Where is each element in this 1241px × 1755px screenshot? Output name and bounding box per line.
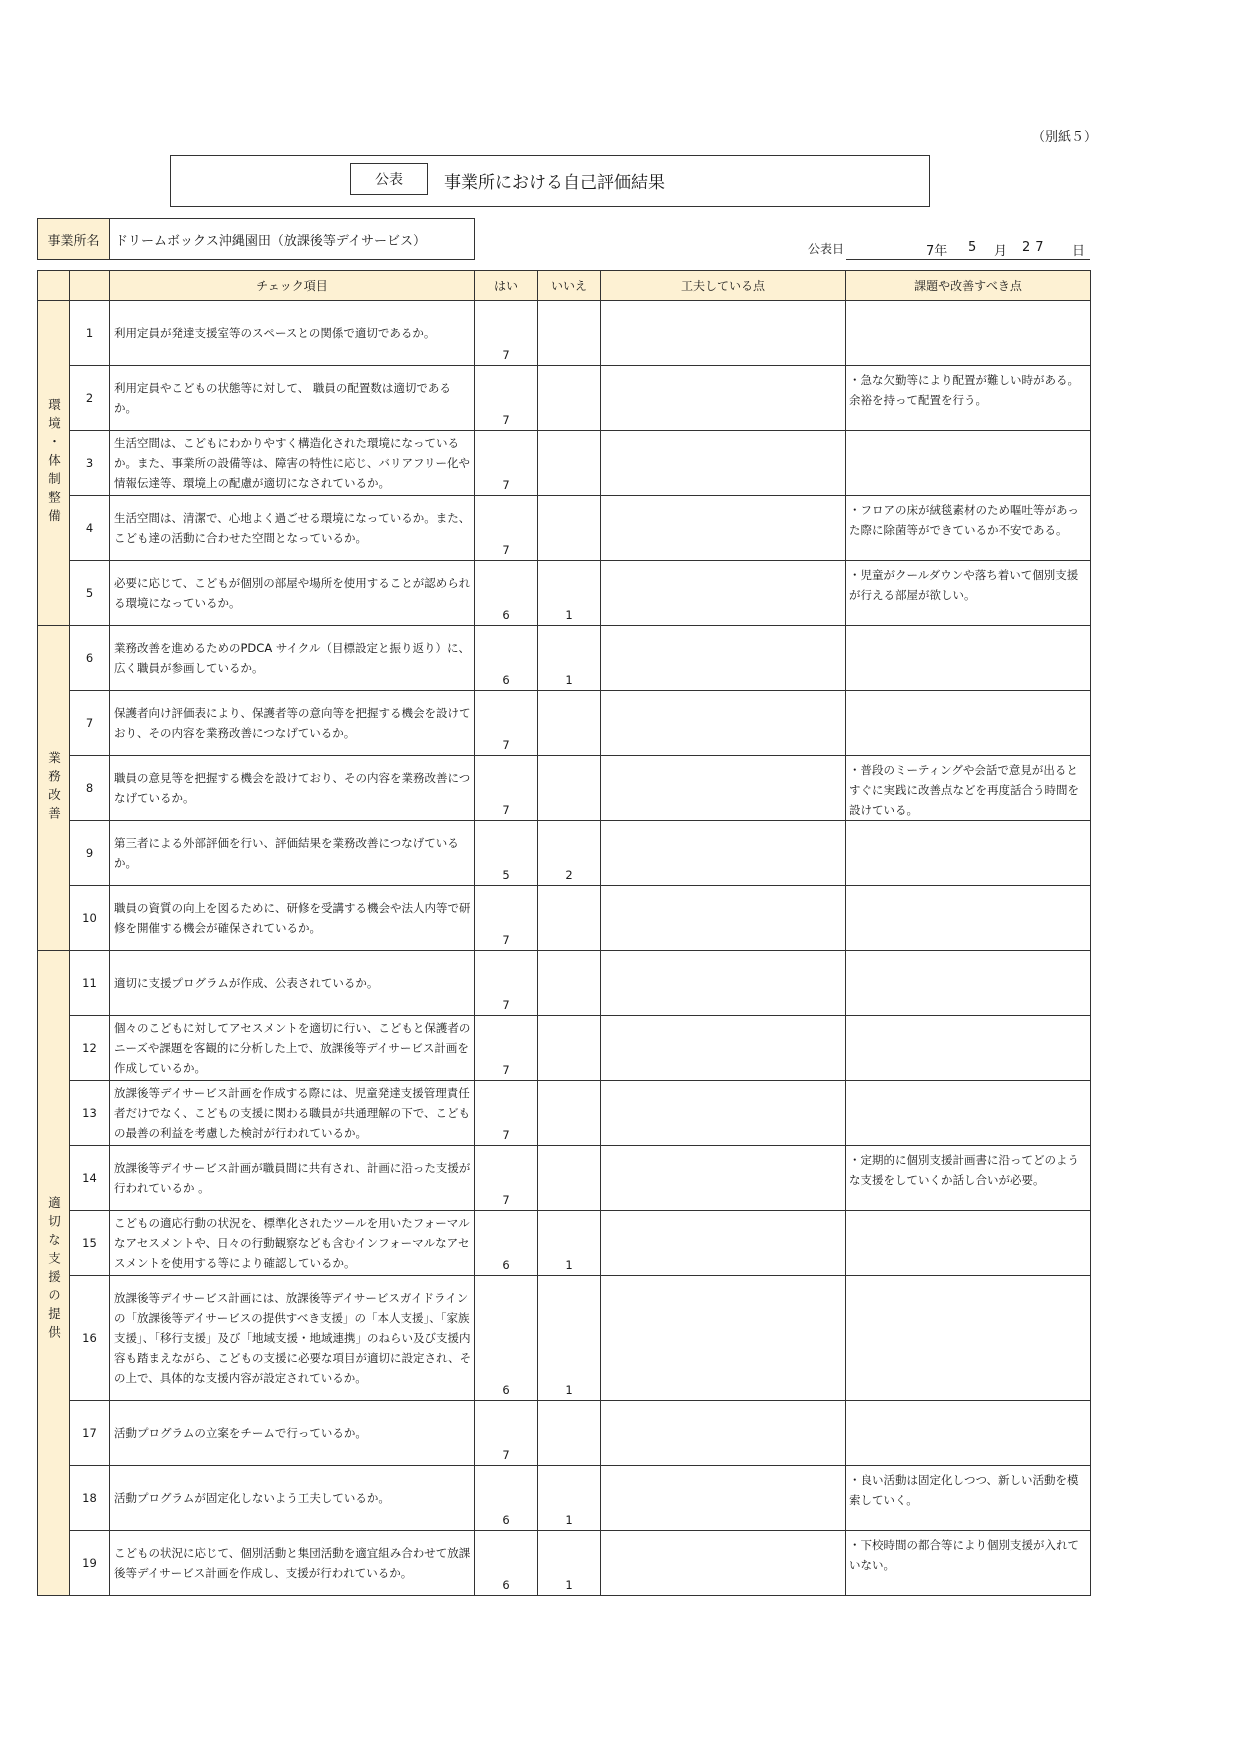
effort-note	[601, 301, 846, 366]
table-row	[38, 496, 1091, 561]
header-yes: はい	[475, 271, 538, 301]
check-item-text: 放課後等デイサービス計画が職員間に共有され、計画に沿った支援が行われているか 。	[110, 1146, 475, 1211]
publish-date-month: 5	[968, 240, 977, 255]
publish-date-year: 7年	[926, 244, 948, 259]
no-count	[538, 431, 601, 496]
row-number: 12	[70, 1016, 110, 1081]
yes-count: 6	[475, 626, 538, 691]
check-item-text: 活動プログラムが固定化しないよう工夫しているか。	[110, 1466, 475, 1531]
issue-note: ・普段のミーティングや会話で意見が出るとすぐに実践に改善点などを再度話合う時間を設けている。	[846, 756, 1091, 821]
no-count: 1	[538, 1276, 601, 1401]
table-row	[38, 1276, 1091, 1401]
check-item-text: 活動プログラムの立案をチームで行っているか。	[110, 1401, 475, 1466]
check-item-text: 放課後等デイサービス計画には、放課後等デイサービスガイドラインの「放課後等デイサービスの提供すべき支援」の「本人支援」、「家族支援」、「移行支援」及び「地域支援・地域連携」のねらい及び支援内容も踏まえながら、こどもの支援に必要な項目が適切に設定され、その上で、具体的な支援内容が設定されているか。	[110, 1276, 475, 1401]
table-row	[38, 1531, 1091, 1596]
header-issue: 課題や改善すべき点	[846, 271, 1091, 301]
effort-note	[601, 1276, 846, 1401]
header-no: いいえ	[538, 271, 601, 301]
row-number: 1	[70, 301, 110, 366]
effort-note	[601, 1401, 846, 1466]
check-item-text: 職員の資質の向上を図るために、研修を受講する機会や法人内等で研修を開催する機会が確保されているか。	[110, 886, 475, 951]
issue-note: ・下校時間の都合等により個別支援が入れていない。	[846, 1531, 1091, 1596]
issue-note	[846, 1081, 1091, 1146]
table-row	[38, 1146, 1091, 1211]
table-row	[38, 626, 1091, 691]
yes-count: 6	[475, 1276, 538, 1401]
check-item-text: 職員の意見等を把握する機会を設けており、その内容を業務改善につなげているか。	[110, 756, 475, 821]
yes-count: 7	[475, 301, 538, 366]
no-count	[538, 1081, 601, 1146]
issue-note: ・フロアの床が絨毯素材のため嘔吐等があった際に除菌等ができているか不安である。	[846, 496, 1091, 561]
table-row	[38, 691, 1091, 756]
yes-count: 7	[475, 1146, 538, 1211]
row-number: 8	[70, 756, 110, 821]
table-row	[38, 1211, 1091, 1276]
effort-note	[601, 366, 846, 431]
attachment-note: （別紙５）	[1032, 130, 1098, 145]
issue-note	[846, 1016, 1091, 1081]
yes-count: 7	[475, 886, 538, 951]
effort-note	[601, 561, 846, 626]
check-item-text: 生活空間は、清潔で、心地よく過ごせる環境になっているか。また、こども達の活動に合わせた空間となっているか。	[110, 496, 475, 561]
effort-note	[601, 1016, 846, 1081]
issue-note	[846, 626, 1091, 691]
header-effort: 工夫している点	[601, 271, 846, 301]
effort-note	[601, 756, 846, 821]
yes-count: 6	[475, 1466, 538, 1531]
category-label: 適切な支援の提供	[46, 1196, 62, 1344]
table-row	[38, 951, 1091, 1016]
yes-count: 6	[475, 561, 538, 626]
issue-note	[846, 821, 1091, 886]
issue-note: ・定期的に個別支援計画書に沿ってどのような支援をしていくか話し合いが必要。	[846, 1146, 1091, 1211]
check-item-text: こどもの状況に応じて、個別活動と集団活動を適宜組み合わせて放課後等デイサービス計画を作成し、支援が行われているか。	[110, 1531, 475, 1596]
no-count: 1	[538, 626, 601, 691]
table-row	[38, 1081, 1091, 1146]
row-number: 5	[70, 561, 110, 626]
table-row	[38, 431, 1091, 496]
office-label: 事業所名	[37, 218, 110, 260]
effort-note	[601, 691, 846, 756]
yes-count: 5	[475, 821, 538, 886]
office-name: ドリームボックス沖縄園田（放課後等デイサービス）	[109, 218, 475, 260]
publish-date-day: 27	[1022, 240, 1049, 255]
table-row	[38, 1401, 1091, 1466]
issue-note	[846, 1211, 1091, 1276]
row-number: 6	[70, 626, 110, 691]
category-label: 業務改善	[46, 751, 62, 825]
yes-count: 7	[475, 496, 538, 561]
table-row	[38, 366, 1091, 431]
effort-note	[601, 431, 846, 496]
table-row	[38, 561, 1091, 626]
row-number: 7	[70, 691, 110, 756]
issue-note	[846, 431, 1091, 496]
category-cell	[38, 301, 70, 626]
table-row	[38, 1466, 1091, 1531]
effort-note	[601, 496, 846, 561]
issue-note	[846, 886, 1091, 951]
issue-note: ・良い活動は固定化しつつ、新しい活動を模索していく。	[846, 1466, 1091, 1531]
table-row	[38, 821, 1091, 886]
issue-note: ・急な欠勤等により配置が難しい時がある。余裕を持って配置を行う。	[846, 366, 1091, 431]
check-item-text: 保護者向け評価表により、保護者等の意向等を把握する機会を設けており、その内容を業務改善につなげているか。	[110, 691, 475, 756]
issue-note	[846, 1276, 1091, 1401]
yes-count: 7	[475, 691, 538, 756]
no-count	[538, 496, 601, 561]
issue-note	[846, 1401, 1091, 1466]
row-number: 2	[70, 366, 110, 431]
effort-note	[601, 1531, 846, 1596]
yes-count: 7	[475, 756, 538, 821]
check-item-text: 利用定員やこどもの状態等に対して、 職員の配置数は適切であるか。	[110, 366, 475, 431]
publish-tag: 公表	[350, 163, 428, 195]
no-count	[538, 301, 601, 366]
row-number: 11	[70, 951, 110, 1016]
no-count	[538, 1146, 601, 1211]
effort-note	[601, 1081, 846, 1146]
check-item-text: 適切に支援プログラムが作成、公表されているか。	[110, 951, 475, 1016]
publish-date-label: 公表日	[808, 242, 845, 256]
effort-note	[601, 1466, 846, 1531]
header-category	[38, 271, 70, 301]
page-title: 事業所における自己評価結果	[444, 173, 665, 193]
category-label: 環境・体制整備	[46, 398, 62, 528]
header-number	[70, 271, 110, 301]
effort-note	[601, 951, 846, 1016]
publish-date	[846, 240, 1090, 260]
issue-note	[846, 951, 1091, 1016]
table-row	[38, 886, 1091, 951]
row-number: 14	[70, 1146, 110, 1211]
header-check-item: チェック項目	[110, 271, 475, 301]
effort-note	[601, 886, 846, 951]
yes-count: 7	[475, 366, 538, 431]
no-count	[538, 691, 601, 756]
evaluation-table	[37, 270, 1091, 1596]
issue-note	[846, 691, 1091, 756]
table-row	[38, 1016, 1091, 1081]
check-item-text: 利用定員が発達支援室等のスペースとの関係で適切であるか。	[110, 301, 475, 366]
row-number: 9	[70, 821, 110, 886]
category-cell	[38, 626, 70, 951]
yes-count: 6	[475, 1531, 538, 1596]
check-item-text: 業務改善を進めるためのPDCA サイクル（目標設定と振り返り）に、広く職員が参画しているか。	[110, 626, 475, 691]
table-row	[38, 301, 1091, 366]
row-number: 13	[70, 1081, 110, 1146]
check-item-text: 生活空間は、こどもにわかりやすく構造化された環境になっているか。また、事業所の設備等は、障害の特性に応じ、バリアフリー化や情報伝達等、環境上の配慮が適切になされているか。	[110, 431, 475, 496]
row-number: 15	[70, 1211, 110, 1276]
table-header-row	[38, 271, 1091, 301]
yes-count: 7	[475, 431, 538, 496]
no-count	[538, 756, 601, 821]
effort-note	[601, 1211, 846, 1276]
no-count: 1	[538, 1531, 601, 1596]
row-number: 16	[70, 1276, 110, 1401]
no-count: 1	[538, 1466, 601, 1531]
no-count	[538, 886, 601, 951]
row-number: 3	[70, 431, 110, 496]
row-number: 17	[70, 1401, 110, 1466]
yes-count: 7	[475, 951, 538, 1016]
no-count	[538, 1401, 601, 1466]
effort-note	[601, 626, 846, 691]
check-item-text: 個々のこどもに対してアセスメントを適切に行い、こどもと保護者のニーズや課題を客観的に分析した上で、放課後等デイサービス計画を作成しているか。	[110, 1016, 475, 1081]
no-count	[538, 951, 601, 1016]
check-item-text: 放課後等デイサービス計画を作成する際には、児童発達支援管理責任者だけでなく、こどもの支援に関わる職員が共通理解の下で、こどもの最善の利益を考慮した検討が行われているか。	[110, 1081, 475, 1146]
effort-note	[601, 1146, 846, 1211]
yes-count: 7	[475, 1401, 538, 1466]
row-number: 18	[70, 1466, 110, 1531]
check-item-text: 必要に応じて、こどもが個別の部屋や場所を使用することが認められる環境になっているか。	[110, 561, 475, 626]
effort-note	[601, 821, 846, 886]
issue-note: ・児童がクールダウンや落ち着いて個別支援が行える部屋が欲しい。	[846, 561, 1091, 626]
no-count: 1	[538, 561, 601, 626]
yes-count: 7	[475, 1016, 538, 1081]
issue-note	[846, 301, 1091, 366]
check-item-text: こどもの適応行動の状況を、標準化されたツールを用いたフォーマルなアセスメントや、日々の行動観察なども含むインフォーマルなアセスメントを使用する等により確認しているか。	[110, 1211, 475, 1276]
category-cell	[38, 951, 70, 1596]
yes-count: 6	[475, 1211, 538, 1276]
check-item-text: 第三者による外部評価を行い、評価結果を業務改善につなげているか。	[110, 821, 475, 886]
yes-count: 7	[475, 1081, 538, 1146]
table-row	[38, 756, 1091, 821]
no-count	[538, 366, 601, 431]
no-count: 1	[538, 1211, 601, 1276]
publish-date-day-unit: 日	[1072, 244, 1086, 259]
row-number: 10	[70, 886, 110, 951]
publish-date-month-unit: 月	[994, 244, 1008, 259]
no-count: 2	[538, 821, 601, 886]
row-number: 4	[70, 496, 110, 561]
no-count	[538, 1016, 601, 1081]
row-number: 19	[70, 1531, 110, 1596]
